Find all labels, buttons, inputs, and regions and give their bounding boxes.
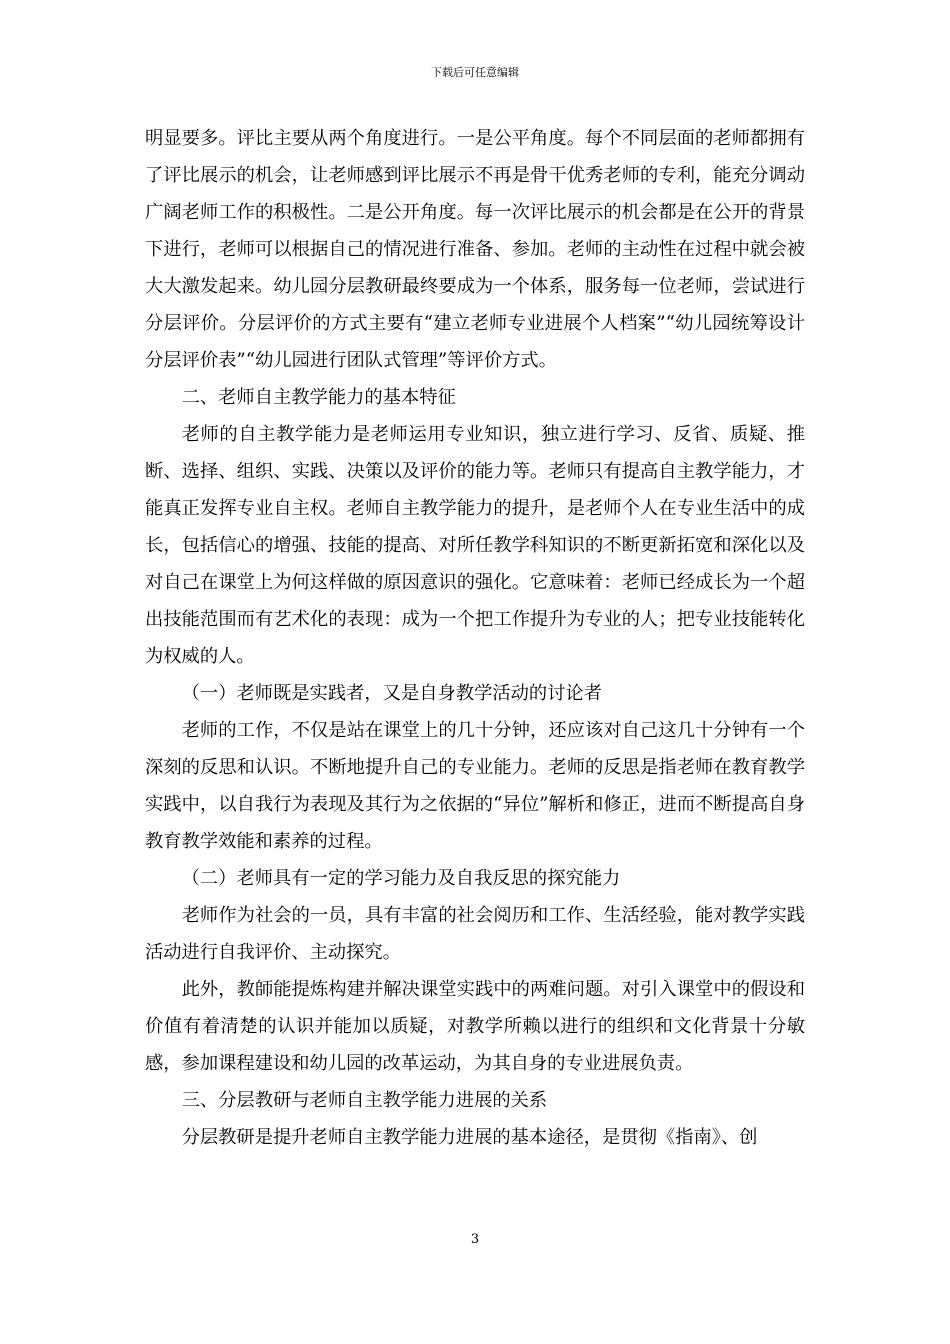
page-header: 下载后可任意编辑 (431, 66, 519, 79)
paragraph-autonomy-definition: 老师的自主教学能力是老师运用专业知识，独立进行学习、反省、质疑、推断、选择、组织、实践、决策以及评价的能力等。老师只有提高自主教学能力，才能真正发挥专业自主权。老师自主教学能力的提升，是老师个人在专业生活中的成长，包括信心的增强、技能的提高、对所任教学科知识的不断更新拓宽和深化以及对自己在课堂上为何这样做的原因意识的强化。它意味着：老师已经成长为一个超出技能范围而有艺术化的表现：成为一个把工作提升为专业的人；把专业技能转化为权威的人。 (145, 424, 805, 667)
paragraph-layered-research: 分层教研是提升老师自主教学能力进展的基本途径，是贯彻《指南》、创 (181, 1127, 758, 1148)
paragraph-social-experience: 老师作为社会的一员，具有丰富的社会阅历和工作、生活经验，能对教学实践活动进行自我评价、主动探究。 (145, 905, 805, 963)
paragraph-dilemmas: 此外，教師能提炼构建并解决课堂实践中的两难问题。对引入课堂中的假设和价值有着清楚的认识并能加以质疑，对教学所赖以进行的组织和文化背景十分敏感，参加课程建设和幼儿园的改革运动，为其自身的专业进展负责。 (145, 979, 805, 1074)
paragraph-teacher-reflection: 老师的工作，不仅是站在课堂上的几十分钟，还应该对自己这几十分钟有一个深刻的反思和认识。不断地提升自己的专业能力。老师的反思是指老师在教育教学实践中，以自我行为表现及其行为之依据的“异位”解析和修正，进而不断提高自身教育教学效能和素养的过程。 (145, 720, 805, 852)
section-heading-3: 三、分层教研与老师自主教学能力进展的关系 (181, 1090, 548, 1111)
page-number: 3 (470, 1232, 480, 1247)
document-body (145, 120, 805, 1156)
subsection-heading-1: （一）老师既是实践者，又是自身教学活动的讨论者 (181, 683, 603, 704)
paragraph-evaluation-continued: 明显要多。评比主要从两个角度进行。一是公平角度。每个不同层面的老师都拥有了评比展示的机会，让老师感到评比展示不再是骨干优秀老师的专利，能充分调动广阔老师工作的积极性。二是公开角度。每一次评比展示的机会都是在公开的背景下进行，老师可以根据自己的情况进行准备、参加。老师的主动性在过程中就会被大大激发起来。幼儿园分层教研最终要成为一个体系，服务每一位老师，尝试进行分层评价。分层评价的方式主要有“建立老师专业进展个人档案”“幼儿园统筹设计分层评价表”“幼儿园进行团队式管理”等评价方式。 (145, 128, 805, 371)
section-heading-2: 二、老师自主教学能力的基本特征 (181, 387, 456, 408)
subsection-heading-2: （二）老师具有一定的学习能力及自我反思的探究能力 (181, 868, 621, 889)
